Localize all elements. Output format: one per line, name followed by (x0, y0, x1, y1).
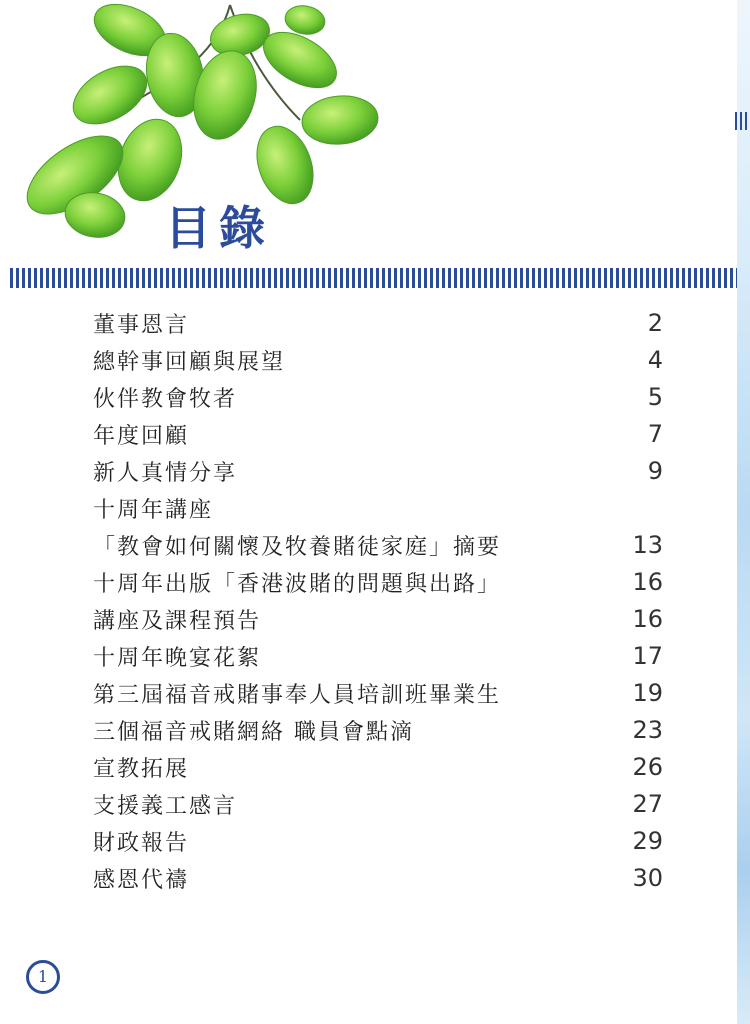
toc-entry[interactable] (93, 564, 663, 600)
title-divider (10, 268, 737, 288)
toc-entry[interactable] (93, 490, 663, 526)
toc-entry[interactable] (93, 786, 663, 822)
toc-entry-title: 第三屆福音戒賭事奉人員培訓班畢業生 (93, 682, 502, 708)
sky-stripe-decoration (735, 112, 750, 130)
toc-entry[interactable] (93, 342, 663, 378)
toc-entry-page: 29 (632, 827, 663, 855)
toc-entry-title: 十周年講座 (93, 497, 214, 523)
toc-entry-page: 26 (632, 753, 663, 781)
toc-entry-title: 十周年出版「香港波賭的問題與出路」 (93, 571, 502, 597)
toc-entry-page: 27 (632, 790, 663, 818)
toc-entry-title: 支援義工感言 (93, 793, 238, 819)
toc-entry[interactable] (93, 416, 663, 452)
toc-entry-title: 年度回顧 (93, 423, 190, 449)
toc-entry-page: 4 (647, 346, 663, 374)
sky-strip (737, 0, 750, 1024)
toc-entry[interactable] (93, 749, 663, 785)
toc-entry[interactable] (93, 675, 663, 711)
toc-entry-title: 財政報告 (93, 830, 190, 856)
toc-entry-title: 宣教拓展 (93, 756, 190, 782)
toc-entry-title: 講座及課程預告 (93, 608, 262, 634)
toc-entry-page: 16 (632, 605, 663, 633)
toc-entry[interactable] (93, 379, 663, 415)
toc-entry-page: 7 (647, 420, 663, 448)
toc-entry[interactable] (93, 601, 663, 637)
toc-entry[interactable] (93, 527, 663, 563)
toc-entry-page: 9 (647, 457, 663, 485)
toc-entry[interactable] (93, 453, 663, 489)
toc-entry[interactable] (93, 638, 663, 674)
toc-entry-page: 5 (647, 383, 663, 411)
toc-entry-page: 16 (632, 568, 663, 596)
toc-entry[interactable] (93, 860, 663, 896)
toc-entry-title: 「教會如何關懷及牧養賭徒家庭」摘要 (93, 534, 502, 560)
toc-entry-title: 董事恩言 (93, 312, 190, 338)
toc-entry[interactable] (93, 712, 663, 748)
toc-entry[interactable] (93, 305, 663, 341)
toc-entry-page: 19 (632, 679, 663, 707)
toc-entry-title: 新人真情分享 (93, 460, 238, 486)
page-number-badge: 1 (26, 960, 60, 994)
toc-entry-page: 17 (632, 642, 663, 670)
toc-entry-page: 2 (647, 309, 663, 337)
toc-entry-page: 30 (632, 864, 663, 892)
toc-entry-title: 十周年晚宴花絮 (93, 645, 262, 671)
toc-entry[interactable] (93, 823, 663, 859)
toc-entry-page: 13 (632, 531, 663, 559)
page-title: 目錄 (165, 201, 273, 255)
toc-entry-title: 感恩代禱 (93, 867, 190, 893)
toc-entry-title: 伙伴教會牧者 (93, 386, 238, 412)
toc-entry-title: 總幹事回顧與展望 (93, 349, 286, 375)
toc-entry-page: 23 (632, 716, 663, 744)
toc-entry-title: 三個福音戒賭網絡 職員會點滴 (93, 719, 414, 745)
